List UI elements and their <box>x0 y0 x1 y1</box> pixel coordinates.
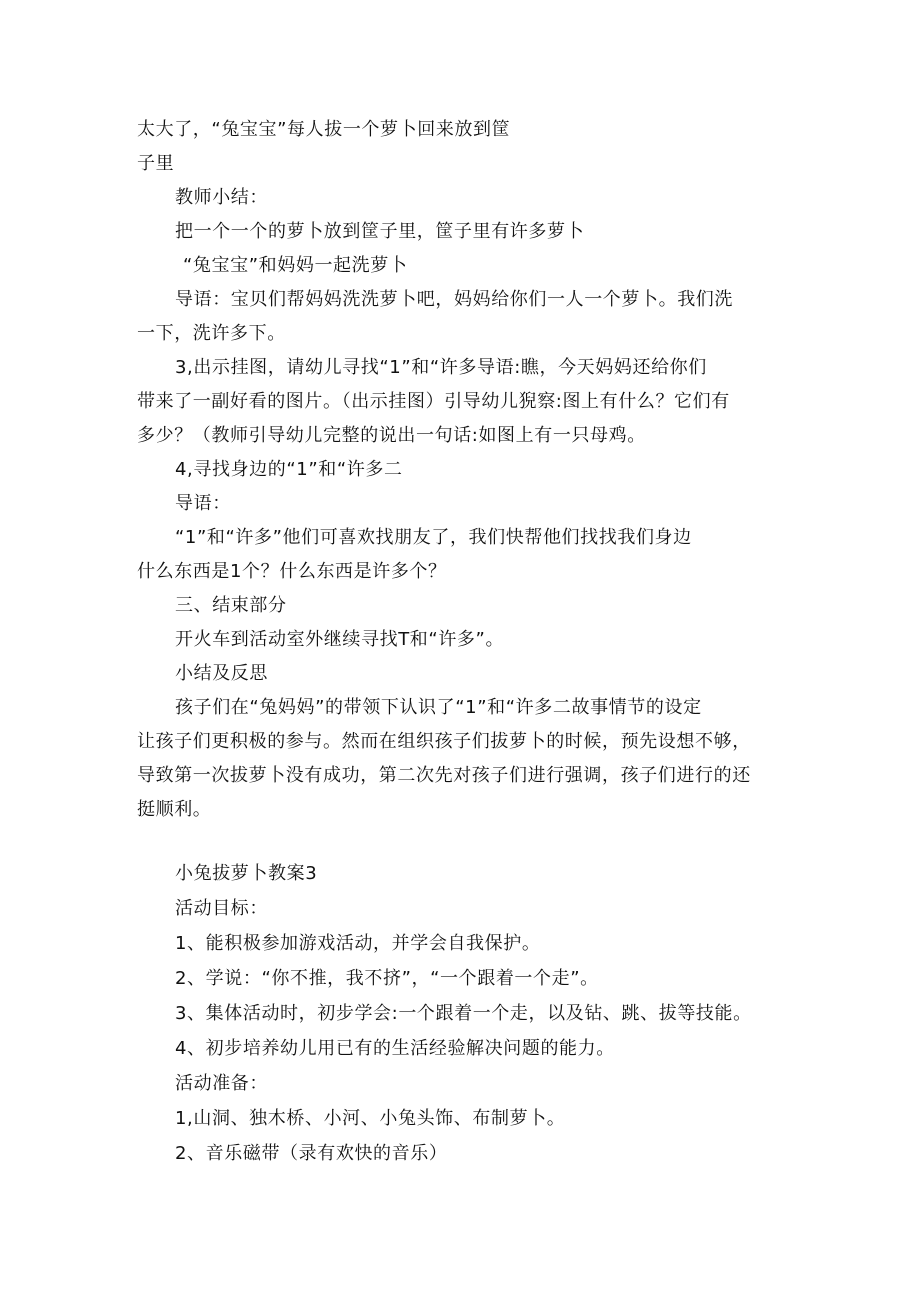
list-item: 1、能积极参加游戏活动，并学会自我保护。 <box>175 933 541 954</box>
list-item: 4、初步培养幼儿用已有的生活经验解决问题的能力。 <box>175 1038 615 1059</box>
list-item: 2、音乐磁带（录有欢快的音乐） <box>175 1143 448 1164</box>
text-line: 导语：宝贝们帮妈妈洗洗萝卜吧，妈妈给你们一人一个萝卜。我们洗 <box>175 289 733 310</box>
text-line: 太大了，“兔宝宝”每人拔一个萝卜回来放到筐 <box>137 119 511 140</box>
text-line: 把一个一个的萝卜放到筐子里，筐子里有许多萝卜 <box>175 221 585 242</box>
text-line: 3,出示挂图，请幼儿寻找“1”和“许多导语:瞧，今天妈妈还给你们 <box>175 357 707 378</box>
text-line: 子里 <box>137 153 175 174</box>
text-line: “兔宝宝”和妈妈一起洗萝卜 <box>183 255 408 276</box>
text-line: 多少？（教师引导幼儿完整的说出一句话:如图上有一只母鸡。 <box>137 425 646 446</box>
text-line: 带来了一副好看的图片。（出示挂图）引导幼儿猊察:图上有什么？它们有 <box>137 391 730 412</box>
document-title: 小兔拔萝卜教案3 <box>175 863 318 884</box>
list-item: 2、学说：“你不推，我不挤”，“一个跟着一个走”。 <box>175 968 599 989</box>
text-line: 导语： <box>175 493 231 514</box>
text-line: 什么东西是1个？什么东西是许多个？ <box>137 561 447 582</box>
text-line: 导致第一次拔萝卜没有成功，第二次先对孩子们进行强调，孩子们进行的还 <box>137 765 751 786</box>
text-line: 挺顺利。 <box>137 799 212 820</box>
text-line: 开火车到活动室外继续寻找T和“许多”。 <box>175 629 505 650</box>
section-heading: 小结及反思 <box>175 663 268 684</box>
section-heading: 活动准备： <box>175 1073 268 1094</box>
text-line: 一下，洗许多下。 <box>137 323 286 344</box>
list-item: 1,山洞、独木桥、小河、小兔头饰、布制萝卜。 <box>175 1108 566 1129</box>
text-line: 4,寻找身边的“1”和“许多二 <box>175 459 403 480</box>
section-heading: 三、结束部分 <box>175 595 287 616</box>
section-heading: 活动目标： <box>175 898 268 919</box>
text-line: 让孩子们更积极的参与。然而在组织孩子们拔萝卜的时候，预先设想不够， <box>137 731 751 752</box>
text-line: “1”和“许多”他们可喜欢找朋友了，我们快帮他们找找我们身边 <box>175 527 692 548</box>
list-item: 3、集体活动时，初步学会:一个跟着一个走，以及钻、跳、拔等技能。 <box>175 1003 752 1024</box>
section-heading: 教师小结： <box>175 187 268 208</box>
text-line: 孩子们在“兔妈妈”的带领下认识了“1”和“许多二故事情节的设定 <box>175 697 702 718</box>
